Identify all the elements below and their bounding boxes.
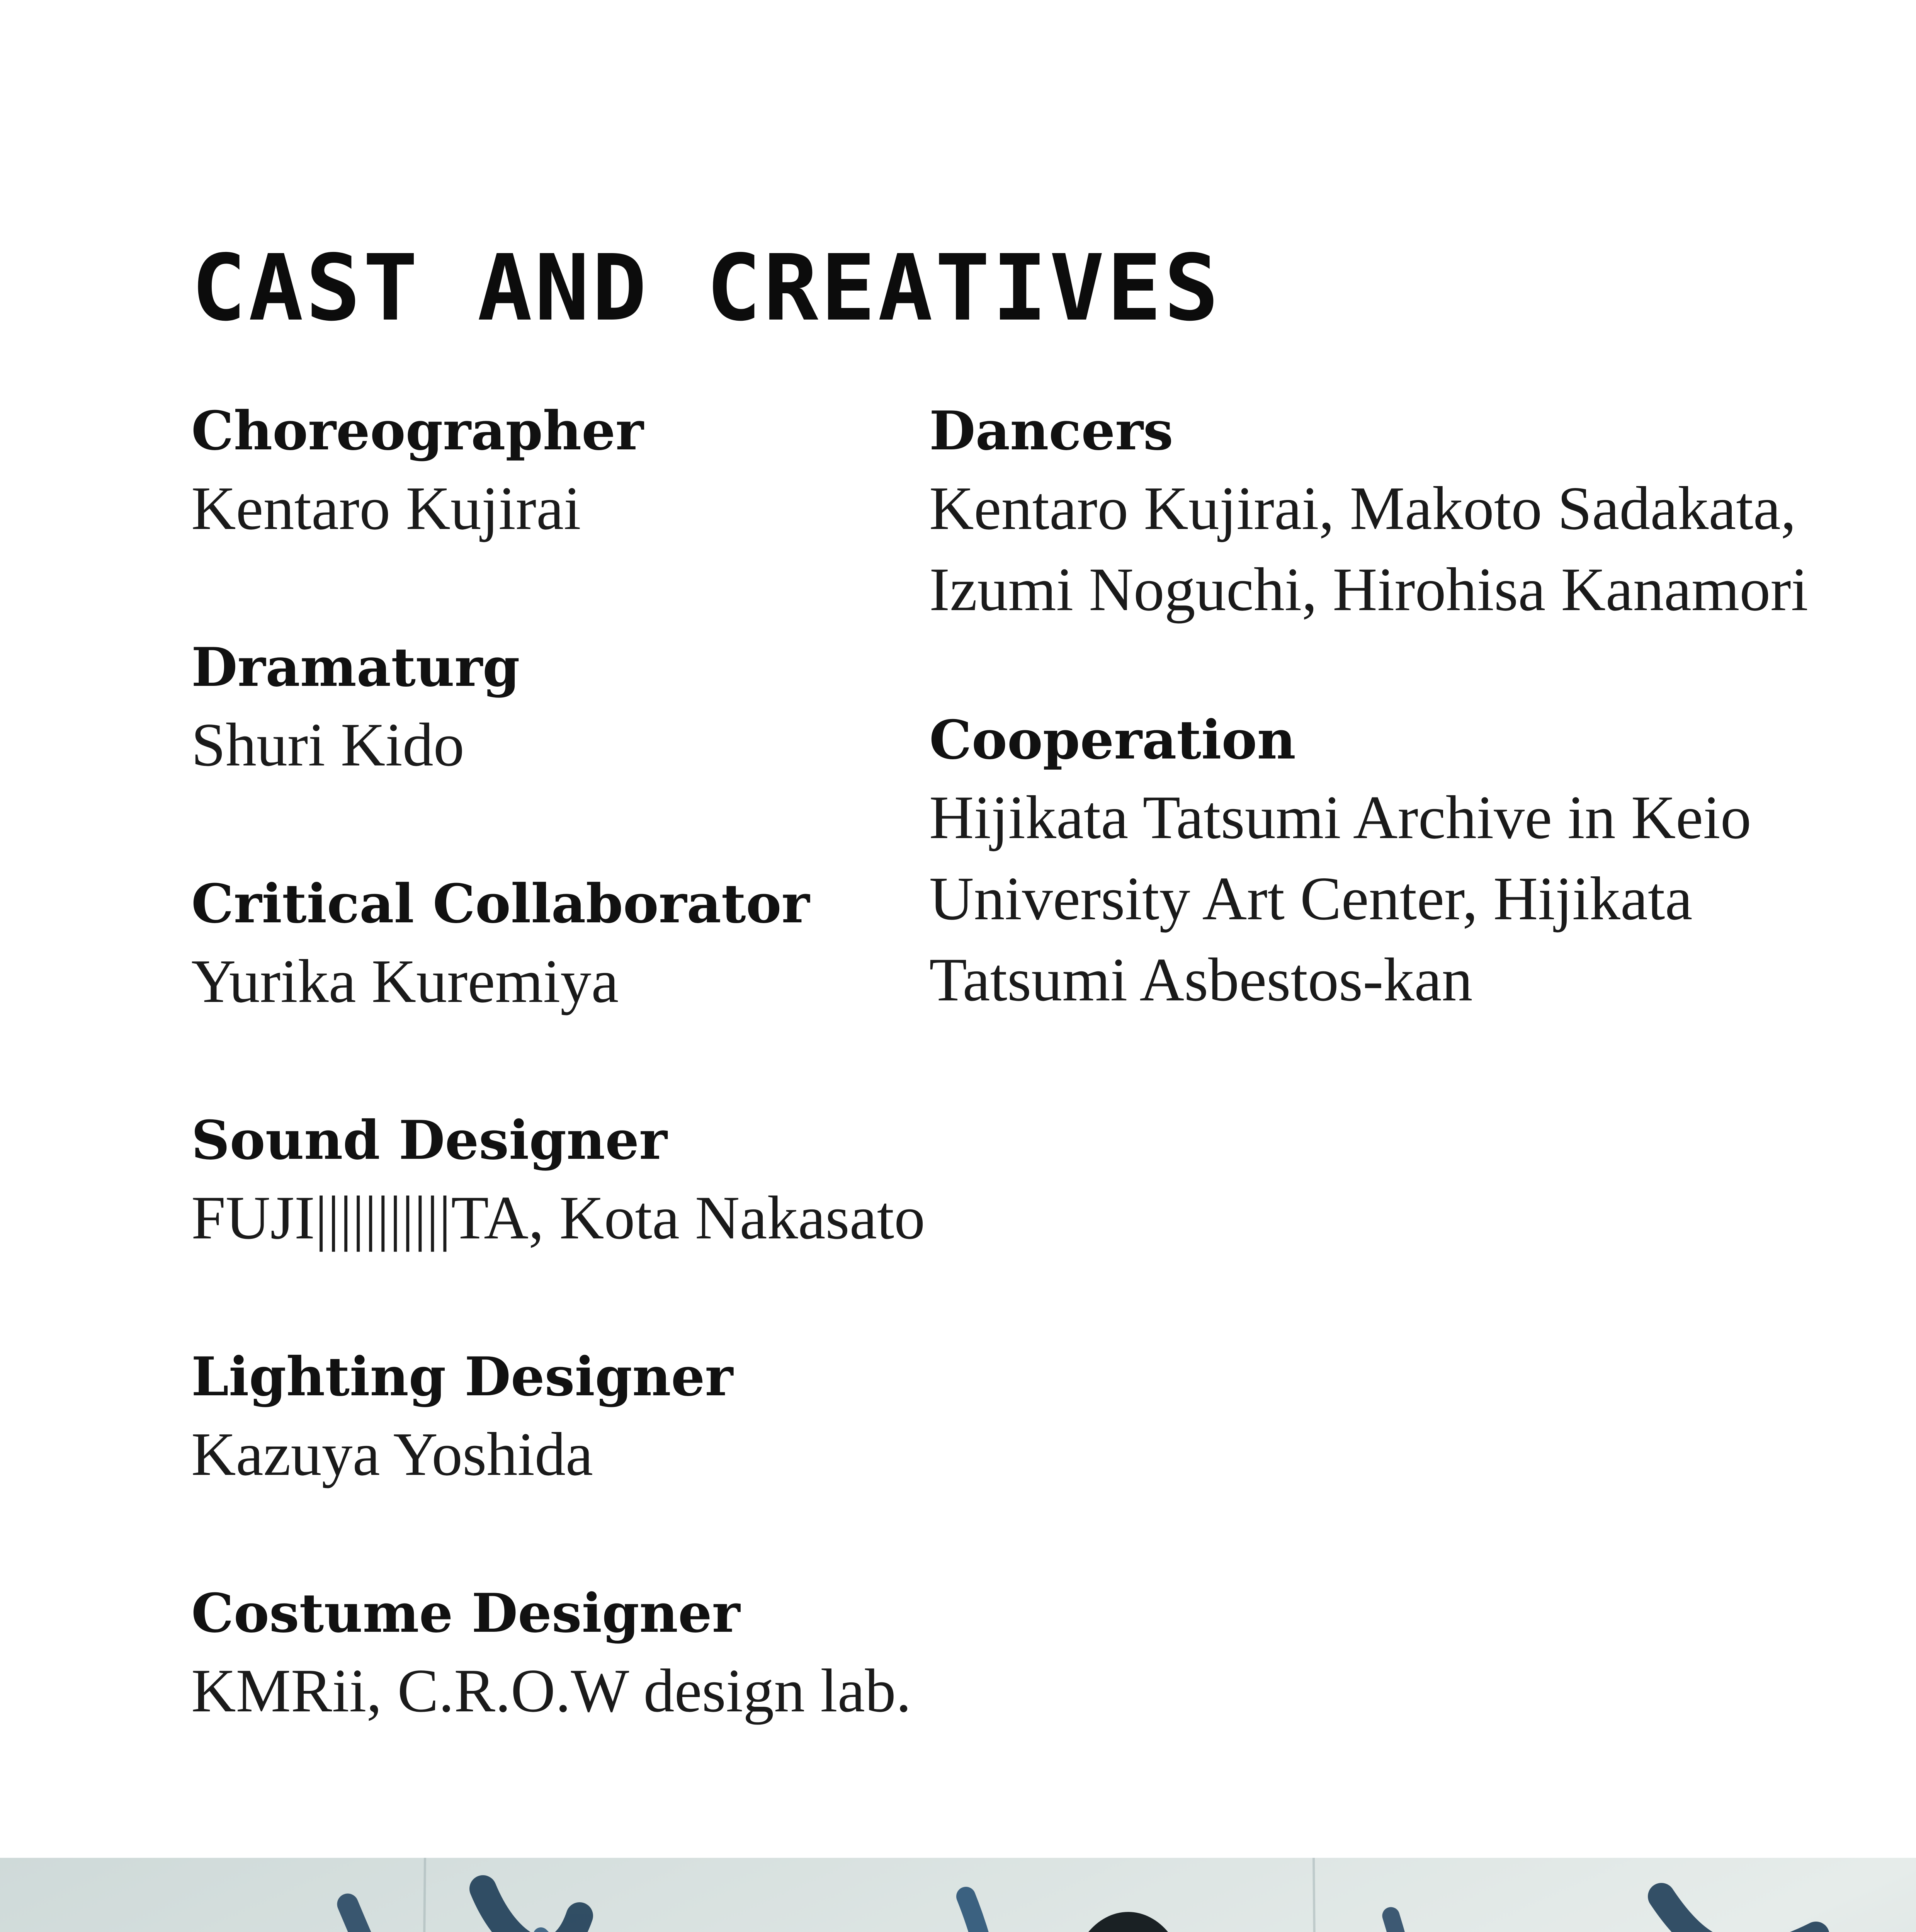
credit-choreographer bbox=[191, 394, 925, 631]
role-names: Yurika Kuremiya bbox=[191, 947, 619, 1015]
role-names-line: Tatsumi Asbestos-kan bbox=[929, 945, 1473, 1014]
role-names-line: University Art Center, Hijikata bbox=[929, 864, 1693, 933]
page-title: CAST AND CREATIVES bbox=[191, 235, 1221, 342]
role-label: Costume Designer bbox=[191, 1582, 740, 1645]
performance-photo bbox=[0, 1858, 1916, 1932]
credit-sound-designer bbox=[191, 1104, 925, 1340]
credit-lighting-designer bbox=[191, 1340, 925, 1577]
role-names: Shuri Kido bbox=[191, 710, 464, 779]
role-names-line: Hijikata Tatsumi Archive in Keio bbox=[929, 783, 1751, 852]
role-names: Kentaro Kujirai bbox=[191, 474, 581, 543]
role-names-line: Kentaro Kujirai, Makoto Sadakata, bbox=[929, 474, 1796, 543]
credits-right-column bbox=[929, 394, 1818, 1020]
credit-cooperation bbox=[929, 703, 1818, 1020]
role-label: Critical Collaborator bbox=[191, 872, 810, 935]
role-label: Dancers bbox=[929, 399, 1173, 462]
credit-dancers bbox=[929, 394, 1818, 703]
role-label: Cooperation bbox=[929, 708, 1296, 771]
role-label: Sound Designer bbox=[191, 1109, 667, 1172]
role-label: Dramaturg bbox=[191, 636, 520, 699]
credit-dramaturg bbox=[191, 631, 925, 867]
role-label: Choreographer bbox=[191, 399, 644, 462]
credits-left-column bbox=[191, 394, 925, 1813]
role-names-line: Izumi Noguchi, Hirohisa Kanamori bbox=[929, 555, 1808, 624]
role-names: KMRii, C.R.O.W design lab. bbox=[191, 1656, 911, 1725]
role-names: Kazuya Yoshida bbox=[191, 1420, 593, 1488]
role-names: FUJI|||||||||||TA, Kota Nakasato bbox=[191, 1183, 925, 1252]
credit-critical-collaborator bbox=[191, 867, 925, 1104]
role-label: Lighting Designer bbox=[191, 1345, 733, 1408]
performance-photo-image bbox=[0, 1858, 1916, 1932]
credit-costume-designer bbox=[191, 1577, 925, 1813]
